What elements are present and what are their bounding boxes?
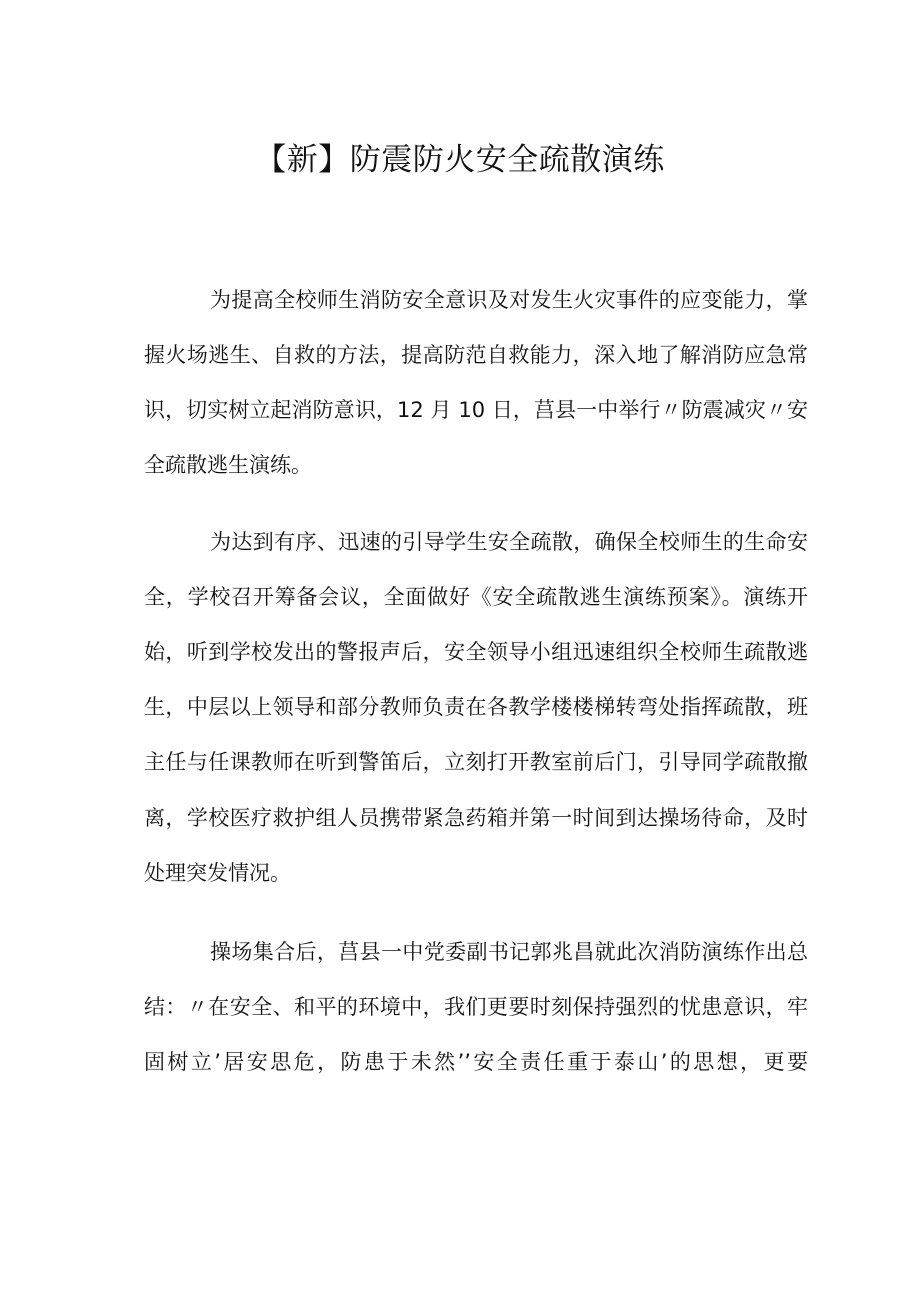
paragraph-line: 握火场逃生、自救的方法，提高防范自救能力，深入地了解消防应急常 xyxy=(144,343,808,367)
document-title: 【新】防震防火安全疏散演练 xyxy=(255,142,665,178)
paragraph-line: 识，切实树立起消防意识，12 月 10 日，莒县一中举行〃防震减灾〃安 xyxy=(144,398,808,422)
paragraph-line: 离，学校医疗救护组人员携带紧急药箱并第一时间到达操场待命，及时 xyxy=(144,806,808,830)
paragraph-line: 生，中层以上领导和部分教师负责在各教学楼楼梯转弯处指挥疏散，班 xyxy=(144,695,808,719)
paragraph-line: 操场集合后，莒县一中党委副书记郭兆昌就此次消防演练作出总 xyxy=(210,940,808,964)
paragraph-line: 处理突发情况。 xyxy=(144,861,291,885)
paragraph-line: 全疏散逃生演练。 xyxy=(144,453,312,477)
paragraph-line: 结：〃在安全、和平的环境中，我们更要时刻保持强烈的忧患意识，牢 xyxy=(144,995,808,1019)
paragraph-line: 固树立’居安思危，防患于未然’’安全责任重于泰山’的思想，更要 xyxy=(144,1050,808,1074)
paragraph-line: 为提高全校师生消防安全意识及对发生火灾事件的应变能力，掌 xyxy=(210,288,808,312)
paragraph-line: 始，听到学校发出的警报声后，安全领导小组迅速组织全校师生疏散逃 xyxy=(144,640,808,664)
paragraph-line: 为达到有序、迅速的引导学生安全疏散，确保全校师生的生命安 xyxy=(210,530,808,554)
paragraph-line: 全，学校召开筹备会议，全面做好《安全疏散逃生演练预案》。演练开 xyxy=(144,585,808,609)
paragraph-line: 主任与任课教师在听到警笛后，立刻打开教室前后门，引导同学疏散撤 xyxy=(144,750,808,774)
